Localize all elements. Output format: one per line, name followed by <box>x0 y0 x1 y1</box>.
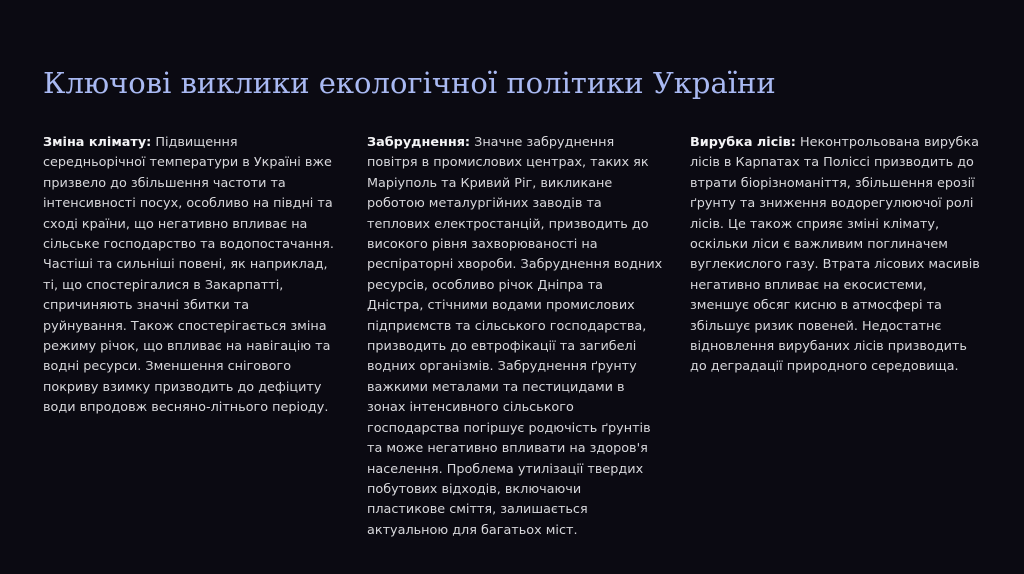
column-text: Значне забруднення повітря в промислових центрах, таких як Маріуполь та Кривий Ріг, викликане роботою металургійних заводів та теплових електростанцій, призводить до високого рівня захворюваності на респіраторні хвороби. Забруднення водних ресурсів, особливо річок Дніпра та Дністра, стічними водами промислових підприємств та сільського господарства, призводить до евтрофікації та загибелі водних організмів. Забруднення ґрунту важкими металами та пестицидами в зонах інтенсивного сільського господарства погіршує родючість ґрунтів та може негативно впливати на здоров'я населення. Проблема утилізації твердих побутових відходів, включаючи пластикове сміття, залишається актуальною для багатьох міст. <box>367 135 663 538</box>
column-climate-change <box>43 133 335 419</box>
column-paragraph <box>43 133 335 419</box>
column-heading: Вирубка лісів: <box>690 135 796 150</box>
column-heading: Забруднення: <box>367 135 471 150</box>
content-columns <box>43 133 983 538</box>
column-pollution <box>367 133 663 541</box>
column-deforestation <box>690 133 985 378</box>
column-text: Неконтрольована вирубка лісів в Карпатах та Поліссі призводить до втрати біорізноманіття, збільшення ерозії ґрунту та зниження водорегулюючої ролі лісів. Це також сприяє зміні клімату, оскільки ліси є важливим поглиначем вуглекислого газу. Втрата лісових масивів негативно впливає на екосистеми, зменшує обсяг кисню в атмосфері та збільшує ризик повеней. Недостатнє відновлення вирубаних лісів призводить до деградації природного середовища. <box>690 135 980 375</box>
column-text: Підвищення середньорічної температури в Україні вже призвело до збільшення частоти та інтенсивності посух, особливо на півдні та сході країни, що негативно впливає на сільське господарство та водопостачання. Частіші та сильніші повені, як наприклад, ті, що спостерігалися в Закарпатті, спричиняють значні збитки та руйнування. Також спостерігається зміна режиму річок, що впливає на навігацію та водні ресурси. Зменшення снігового покриву взимку призводить до дефіциту води впродовж весняно-літнього періоду. <box>43 135 334 416</box>
slide-title: Ключові виклики екологічної політики України <box>43 66 776 100</box>
column-heading: Зміна клімату: <box>43 135 152 150</box>
column-paragraph <box>367 133 663 541</box>
column-paragraph <box>690 133 985 378</box>
